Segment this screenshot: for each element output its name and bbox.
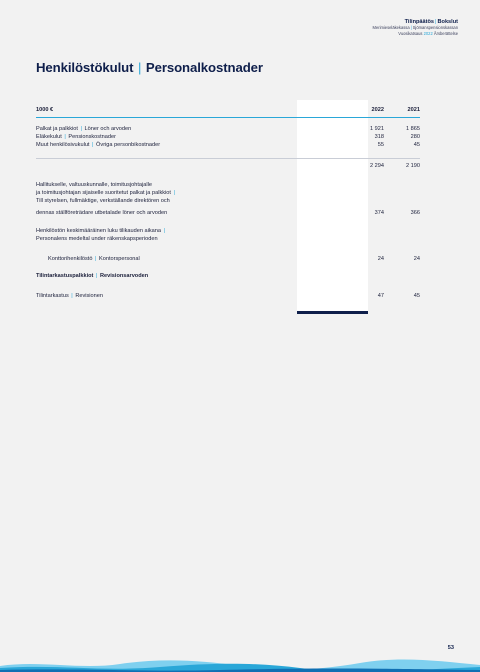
row-label xyxy=(36,125,131,133)
doc-title-sv: Bokslut xyxy=(437,19,458,25)
row-label-fi: Muut henkilösivukulut xyxy=(36,142,90,148)
board-label-line-4: dennas ställföreträdare utbetalade löner och arvoden xyxy=(36,210,168,216)
row-label-sv: Pensionskostnader xyxy=(68,134,116,140)
current-year-column-bar xyxy=(297,311,368,314)
separator: | xyxy=(94,273,99,279)
value-2021: 45 xyxy=(413,142,420,148)
unit-label: 1000 € xyxy=(36,107,54,113)
org-name-sv: Sjömanspensionskassan xyxy=(412,25,458,30)
audit-label xyxy=(36,292,103,300)
page-number: 53 xyxy=(447,645,454,651)
value-2021: 24 xyxy=(413,256,420,262)
office-staff-label xyxy=(48,255,140,263)
row-label-fi: Eläkekulut xyxy=(36,134,62,140)
staff-label-line-2: Personalens medeltal under räkenskapsperioden xyxy=(36,236,158,242)
separator: | xyxy=(90,142,96,148)
running-header-report xyxy=(373,31,458,37)
current-year-column-highlight xyxy=(297,100,368,311)
doc-title-fi: Tilinpäätös xyxy=(404,19,435,25)
audit-fees-heading-sv: Revisionsarvoden xyxy=(99,273,149,279)
total-2022: 2 294 xyxy=(370,163,384,169)
row-label-sv: Övriga personbikostnader xyxy=(96,142,161,148)
audit-fees-heading-fi: Tilintarkastuspalkkiot xyxy=(36,273,94,279)
board-label-line-3: Till styrelsen, fullmäktige, verkställande direktören och xyxy=(36,198,170,204)
audit-label-sv: Revisionen xyxy=(75,293,103,299)
value-2021: 1 865 xyxy=(406,126,420,132)
row-label-fi: Palkat ja palkkiot xyxy=(36,126,78,132)
separator: | xyxy=(78,126,84,132)
org-name-fi: Merimieseläkekassa xyxy=(372,25,410,30)
page-title xyxy=(36,60,263,75)
separator: | xyxy=(134,60,145,75)
value-2022: 374 xyxy=(374,210,384,216)
separator: | xyxy=(410,25,412,30)
office-staff-label-fi: Konttorihenkilöstö xyxy=(48,256,93,262)
audit-label-fi: Tilintarkastus xyxy=(36,293,69,299)
separator: | xyxy=(93,256,99,262)
value-2022: 47 xyxy=(377,293,384,299)
total-rule xyxy=(36,158,420,159)
board-label-line-1: Hallitukselle, valtuuskunnalle, toimitusjohtajalle xyxy=(36,182,152,188)
decorative-wave-footer xyxy=(0,658,480,672)
separator: | xyxy=(171,190,175,196)
row-label xyxy=(36,141,160,149)
separator: | xyxy=(69,293,75,299)
column-header-2022: 2022 xyxy=(371,107,384,113)
board-label-line-2-text: ja toimitusjohtajan sijaiselle suoritetut palkat ja palkkiot xyxy=(36,190,171,196)
office-staff-label-sv: Kontorspersonal xyxy=(99,256,140,262)
value-2022: 1 921 xyxy=(370,126,384,132)
total-2021: 2 190 xyxy=(406,163,420,169)
value-2022: 318 xyxy=(374,134,384,140)
value-2021: 280 xyxy=(410,134,420,140)
separator: | xyxy=(62,134,68,140)
value-2021: 45 xyxy=(413,293,420,299)
row-label xyxy=(36,133,116,141)
page-title-sv: Personalkostnader xyxy=(145,60,263,75)
value-2021: 366 xyxy=(410,210,420,216)
report-name-fi: Vuosikatsaus xyxy=(398,30,423,36)
separator: | xyxy=(435,19,437,25)
running-header xyxy=(373,19,458,36)
audit-fees-heading-label xyxy=(36,272,148,280)
row-label-sv: Löner och arvoden xyxy=(84,126,132,132)
value-2022: 55 xyxy=(377,142,384,148)
header-rule xyxy=(36,117,420,118)
separator: | xyxy=(162,228,166,234)
staff-label-line-1 xyxy=(36,227,166,235)
column-header-2021: 2021 xyxy=(407,107,420,113)
page-title-fi: Henkilöstökulut xyxy=(36,60,134,75)
board-label-line-2 xyxy=(36,189,176,197)
report-name-sv: Årsberättelse xyxy=(433,30,458,36)
value-2022: 24 xyxy=(377,256,384,262)
report-year: 2022 xyxy=(423,30,433,36)
staff-label-line-1-text: Henkilöstön keskimääräinen luku tilikauden aikana xyxy=(36,228,161,234)
